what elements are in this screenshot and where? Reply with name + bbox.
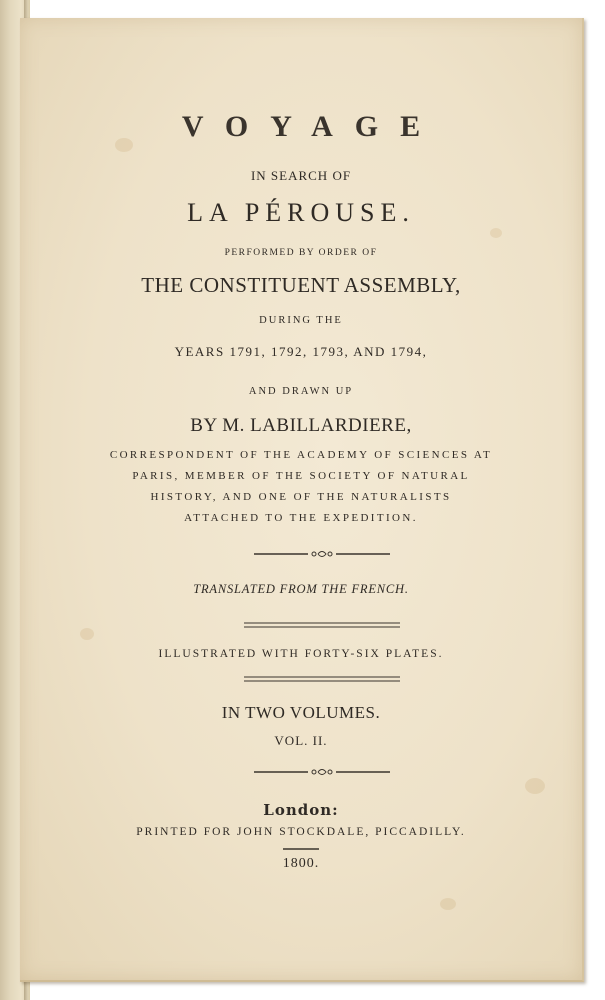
line-years: YEARS 1791, 1792, 1793, AND 1794,: [174, 344, 428, 359]
line-in-search-of: IN SEARCH OF: [250, 168, 352, 183]
imprint-printer: PRINTED FOR JOHN STOCKDALE, PICCADILLY.: [136, 826, 466, 838]
line-two-volumes: IN TWO VOLUMES.: [221, 703, 381, 722]
line-constituent-assembly: THE CONSTITUENT ASSEMBLY,: [141, 273, 461, 297]
author-line: BY M. LABILLARDIERE,: [190, 415, 412, 436]
imprint-year: 1800.: [282, 856, 320, 871]
volume-number: VOL. II.: [274, 733, 328, 748]
author-description-line: CORRESPONDENT OF THE ACADEMY OF SCIENCES AT: [109, 449, 493, 461]
line-during-the: DURING THE: [259, 315, 343, 326]
double-rule: [242, 675, 402, 683]
foxing-spot: [490, 228, 502, 238]
line-illustrated: ILLUSTRATED WITH FORTY-SIX PLATES.: [158, 648, 444, 660]
author-description-line: HISTORY, AND ONE OF THE NATURALISTS: [150, 491, 452, 503]
line-performed-by-order: PERFORMED BY ORDER OF: [224, 248, 378, 258]
line-drawn-up: AND DRAWN UP: [248, 386, 354, 397]
foxing-spot: [440, 898, 456, 910]
title-voyage: VOYAGE: [181, 110, 443, 143]
author-description-line: PARIS, MEMBER OF THE SOCIETY OF NATURAL: [132, 470, 470, 482]
foxing-spot: [80, 628, 94, 640]
double-rule: [242, 621, 402, 629]
line-translated: TRANSLATED FROM THE FRENCH.: [193, 582, 409, 596]
imprint-city: London:: [263, 801, 339, 819]
author-description-line: ATTACHED TO THE EXPEDITION.: [184, 512, 418, 524]
short-rule: [281, 847, 321, 851]
foxing-spot: [525, 778, 545, 794]
title-page: [20, 18, 584, 982]
subject-la-perouse: LA PÉROUSE.: [187, 198, 415, 227]
ornamental-rule: [252, 548, 392, 560]
ornamental-rule: [252, 766, 392, 778]
